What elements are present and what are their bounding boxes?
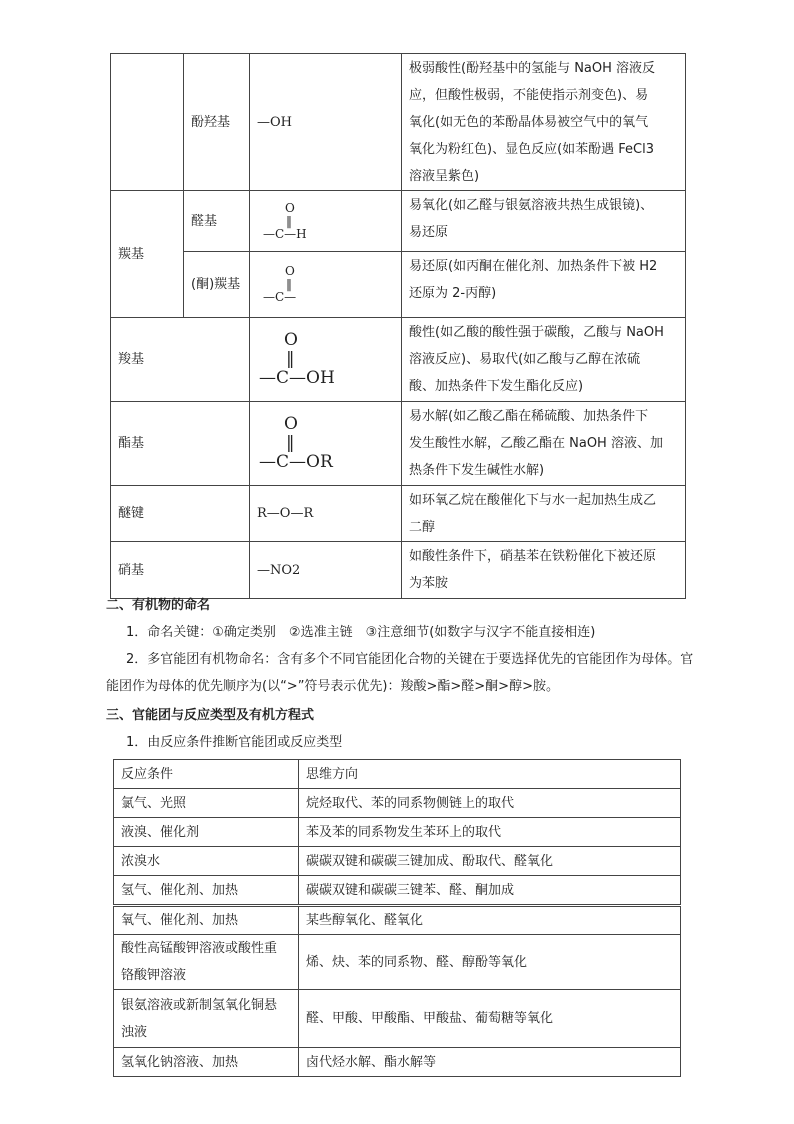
table-row bbox=[114, 1048, 681, 1077]
table-row bbox=[111, 486, 686, 542]
group-properties bbox=[402, 191, 686, 252]
group-properties bbox=[402, 402, 686, 486]
struct-main: —C—H bbox=[263, 226, 307, 241]
table-row bbox=[114, 789, 681, 818]
text-line: 为苯胺 bbox=[409, 576, 449, 591]
group-category: 羰基 bbox=[111, 191, 184, 318]
group-name: 酚羟基 bbox=[184, 54, 250, 191]
table-row bbox=[111, 54, 686, 191]
direction-cell: 苯及苯的同系物发生苯环上的取代 bbox=[299, 818, 681, 847]
text-line: 酸性高锰酸钾溶液或酸性重 bbox=[121, 941, 278, 956]
group-name: 硝基 bbox=[111, 542, 250, 599]
column-header: 反应条件 bbox=[114, 760, 299, 789]
group-properties bbox=[402, 54, 686, 191]
text-line: 易氧化(如乙醛与银氨溶液共热生成银镜)、 bbox=[409, 198, 654, 213]
text-line: 易水解(如乙酸乙酯在稀硫酸、加热条件下 bbox=[409, 409, 649, 424]
table-row bbox=[114, 847, 681, 876]
table-header-row bbox=[114, 760, 681, 789]
group-name: 醚键 bbox=[111, 486, 250, 542]
text-line: 应，但酸性极弱，不能使指示剂变色)、易 bbox=[409, 88, 649, 103]
text-line: 发生酸性水解，乙酸乙酯在 NaOH 溶液、加 bbox=[409, 436, 663, 451]
table-row bbox=[111, 542, 686, 599]
table-row bbox=[114, 907, 681, 935]
carboxyl-structure bbox=[250, 318, 402, 402]
group-properties bbox=[402, 252, 686, 318]
struct-oxygen: O bbox=[285, 264, 295, 278]
text-line: 氧化(如无色的苯酚晶体易被空气中的氧气 bbox=[409, 115, 649, 130]
paragraph: 2．多官能团有机物命名：含有多个不同官能团化合物的关键在于要选择优先的官能团作为母体。官 bbox=[126, 652, 694, 667]
struct-oxygen: O bbox=[284, 330, 298, 350]
direction-cell: 醛、甲酸、甲酸酯、甲酸盐、葡萄糖等氧化 bbox=[299, 990, 681, 1048]
condition-cell: 液溴、催化剂 bbox=[114, 818, 299, 847]
table-row bbox=[114, 990, 681, 1048]
struct-main: —C—OR bbox=[259, 452, 333, 472]
struct-oxygen: O bbox=[284, 414, 298, 434]
reaction-condition-table-continued bbox=[113, 906, 681, 1077]
struct-double-bond: ‖ bbox=[286, 213, 292, 228]
paragraph: 1．命名关键：①确定类别 ②选准主链 ③注意细节(如数字与汉字不能直接相连) bbox=[126, 625, 596, 640]
direction-cell: 碳碳双键和碳碳三键苯、醛、酮加成 bbox=[299, 876, 681, 905]
category-cell bbox=[111, 54, 184, 191]
condition-cell: 浓溴水 bbox=[114, 847, 299, 876]
group-name: 醛基 bbox=[184, 191, 250, 252]
group-formula: —OH bbox=[250, 54, 402, 191]
text-line: 铬酸钾溶液 bbox=[121, 968, 187, 983]
group-name: 酯基 bbox=[111, 402, 250, 486]
struct-main: —C— bbox=[263, 290, 297, 304]
table-row bbox=[111, 191, 686, 252]
text-line: 酸、加热条件下发生酯化反应) bbox=[409, 379, 584, 394]
text-line: 银氨溶液或新制氢氧化铜悬 bbox=[121, 997, 278, 1013]
group-properties bbox=[402, 486, 686, 542]
reaction-condition-table bbox=[113, 759, 681, 905]
text-line: 如环氧乙烷在酸催化下与水一起加热生成乙 bbox=[409, 493, 657, 508]
group-name: (酮)羰基 bbox=[184, 252, 250, 318]
group-properties bbox=[402, 542, 686, 599]
table-row bbox=[111, 252, 686, 318]
text-line: 易还原(如丙酮在催化剂、加热条件下被 H2 bbox=[409, 259, 658, 274]
text-line: 酸性(如乙酸的酸性强于碳酸，乙酸与 NaOH bbox=[409, 325, 664, 340]
text-line: 如酸性条件下，硝基苯在铁粉催化下被还原 bbox=[409, 549, 657, 564]
direction-cell: 碳碳双键和碳碳三键加成、酚取代、醛氧化 bbox=[299, 847, 681, 876]
condition-cell bbox=[114, 990, 299, 1048]
group-formula: R—O—R bbox=[250, 486, 402, 542]
struct-oxygen: O bbox=[285, 200, 295, 215]
text-line: 浊液 bbox=[121, 1024, 148, 1040]
table-row bbox=[111, 402, 686, 486]
table-row bbox=[114, 876, 681, 905]
text-line: 热条件下发生碱性水解) bbox=[409, 463, 545, 478]
paragraph: 1．由反应条件推断官能团或反应类型 bbox=[126, 735, 343, 750]
condition-cell bbox=[114, 935, 299, 990]
table-row bbox=[114, 935, 681, 990]
direction-cell: 卤代烃水解、酯水解等 bbox=[299, 1048, 681, 1077]
condition-cell: 氢气、催化剂、加热 bbox=[114, 876, 299, 905]
condition-cell: 氧气、催化剂、加热 bbox=[114, 907, 299, 935]
text-line: 还原为 2-丙醇) bbox=[409, 286, 497, 301]
aldehyde-structure bbox=[250, 191, 402, 252]
functional-group-table bbox=[110, 53, 686, 599]
group-name: 羧基 bbox=[111, 318, 250, 402]
section-heading: 三、官能团与反应类型及有机方程式 bbox=[106, 708, 315, 723]
paragraph: 能团作为母体的优先顺序为(以“>”符号表示优先)：羧酸>酯>醛>酮>醇>胺。 bbox=[106, 679, 559, 694]
column-header: 思维方向 bbox=[299, 760, 681, 789]
text-line: 易还原 bbox=[409, 225, 449, 240]
direction-cell: 烯、炔、苯的同系物、醛、醇酚等氧化 bbox=[299, 935, 681, 990]
direction-cell: 烷烃取代、苯的同系物侧链上的取代 bbox=[299, 789, 681, 818]
struct-double-bond: ‖ bbox=[286, 433, 295, 453]
struct-double-bond: ‖ bbox=[286, 277, 292, 291]
ester-structure bbox=[250, 402, 402, 486]
condition-cell: 氢氧化钠溶液、加热 bbox=[114, 1048, 299, 1077]
section-heading: 二、有机物的命名 bbox=[106, 598, 211, 613]
text-line: 极弱酸性(酚羟基中的氢能与 NaOH 溶液反 bbox=[409, 61, 656, 76]
text-line: 溶液反应)、易取代(如乙酸与乙醇在浓硫 bbox=[409, 352, 641, 367]
group-formula: —NO2 bbox=[250, 542, 402, 599]
group-properties bbox=[402, 318, 686, 402]
ketone-structure bbox=[250, 252, 402, 318]
text-line: 氧化为粉红色)、显色反应(如苯酚遇 FeCl3 bbox=[409, 142, 655, 157]
text-line: 溶液呈紫色) bbox=[409, 169, 480, 184]
text-line: 二醇 bbox=[409, 520, 436, 535]
table-row bbox=[111, 318, 686, 402]
table-row bbox=[114, 818, 681, 847]
struct-double-bond: ‖ bbox=[286, 349, 295, 369]
struct-main: —C—OH bbox=[259, 368, 335, 388]
condition-cell: 氯气、光照 bbox=[114, 789, 299, 818]
direction-cell: 某些醇氧化、醛氧化 bbox=[299, 907, 681, 935]
